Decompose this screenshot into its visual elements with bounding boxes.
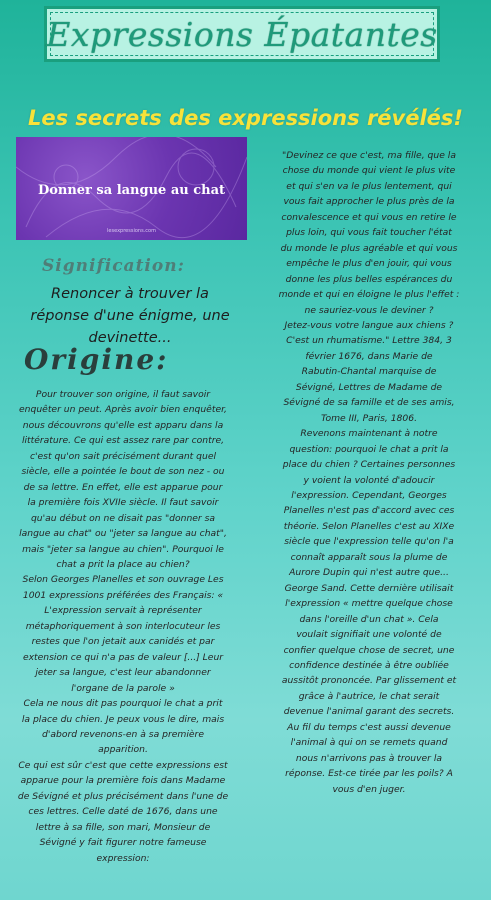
origine-line: lettre à sa fille, son mari, Monsieur de bbox=[35, 821, 211, 833]
origine-line: L'expression servait à représenter bbox=[44, 605, 202, 617]
origine-line: extension ce qui n'a pas de valeur [...] Leur bbox=[22, 651, 224, 663]
quote-line: l'expression « mettre quelque chose bbox=[285, 598, 453, 610]
origine-line: Selon Georges Planelles et son ouvrage Les bbox=[22, 574, 224, 586]
quote-line: siècle que l'expression telle qu'on l'a bbox=[284, 536, 454, 548]
quote-line: question: pourquoi le chat a prit la bbox=[289, 443, 449, 455]
origine-line: nous découvrons qu'elle est apparu dans la bbox=[22, 419, 224, 431]
origine-line: Sévigné y fait figurer notre fameuse bbox=[39, 837, 207, 849]
signification-line: réponse d'une énigme, une bbox=[30, 308, 230, 324]
quote-line: "Devinez ce que c'est, ma fille, que la bbox=[282, 150, 456, 161]
origine-line: Pour trouver son origine, il faut savoir bbox=[35, 389, 211, 400]
quote-line: l'expression. Cependant, Georges bbox=[291, 489, 447, 501]
quote-line: confier quelque chose de secret, une bbox=[283, 644, 455, 656]
origine-line: langue au chat" ou "jeter sa langue au chat", bbox=[19, 528, 227, 540]
quote-line: Rabutin-Chantal marquise de bbox=[301, 366, 437, 378]
page-title: Expressions Épatantes bbox=[46, 14, 438, 54]
page-subtitle: Les secrets des expressions révélés! bbox=[27, 106, 463, 130]
origine-line: restes que l'on jetait aux canidés et par bbox=[31, 636, 215, 648]
quote-line: Jetez-vous votre langue aux chiens ? bbox=[284, 319, 454, 331]
quote-line: connaît apparaît sous la plume de bbox=[290, 551, 448, 563]
quote-line: février 1676, dans Marie de bbox=[305, 350, 433, 362]
origine-line: apparue pour la première fois dans Madame bbox=[20, 775, 226, 787]
signification-line: Renoncer à trouver la bbox=[51, 286, 209, 302]
quote-line: Au fil du temps c'est aussi devenue bbox=[287, 721, 451, 733]
quote-line: ne sauriez-vous le deviner ? bbox=[304, 304, 434, 316]
origine-line: d'abord revenons-en à sa première bbox=[42, 728, 204, 740]
origine-line: enquêter un peut. Après avoir bien enquêter, bbox=[19, 404, 227, 416]
origine-line: jeter sa langue, c'est leur abandonner bbox=[35, 667, 211, 679]
origine-line: expression: bbox=[96, 852, 150, 864]
origine-text-column bbox=[8, 387, 238, 866]
quote-line: y voient la volonté d'adoucir bbox=[303, 474, 435, 486]
quote-line: du monde le plus agréable et qui vous bbox=[280, 242, 458, 254]
origine-line: apparition. bbox=[98, 744, 148, 756]
image-caption: Donner sa langue au chat bbox=[37, 183, 226, 198]
origine-line: ces lettres. Celle daté de 1676, dans une bbox=[28, 806, 218, 818]
quote-line: théorie. Selon Planelles c'est au XIXe bbox=[283, 520, 455, 532]
quote-line: Tome III, Paris, 1806. bbox=[320, 412, 418, 424]
quote-line: C'est un rhumatisme." Lettre 384, 3 bbox=[286, 335, 452, 347]
quote-line: Sévigné, Lettres de Madame de bbox=[295, 381, 443, 393]
origine-line: qu'au début on ne disait pas "donner sa bbox=[30, 512, 216, 524]
signification-text bbox=[30, 283, 230, 349]
expression-image bbox=[16, 137, 247, 240]
quote-line: empêche le plus d'en jouir, qui vous bbox=[286, 258, 452, 270]
title-banner bbox=[44, 6, 440, 62]
signification-line: devinette... bbox=[88, 330, 172, 346]
origine-line: littérature. Ce qui est assez rare par contre, bbox=[21, 435, 225, 447]
origine-heading: Origine: bbox=[24, 343, 169, 376]
quote-line: confidence destinée à être oubliée bbox=[289, 659, 449, 671]
quote-line: Aurore Dupin qui n'est autre que... bbox=[289, 567, 449, 579]
quote-line: grâce à l'autrice, le chat serait bbox=[298, 690, 440, 702]
origine-line: c'est qu'on sait précisément durant quel bbox=[29, 450, 217, 462]
quote-line: monde et qui en éloigne le plus l'effet : bbox=[278, 289, 460, 301]
quote-line: dans l'oreille d'un chat ». Cela bbox=[299, 613, 439, 625]
quote-line: vous d'en juger. bbox=[332, 783, 406, 795]
quote-line: voulait signifiait une volonté de bbox=[296, 629, 442, 641]
quote-line: réponse. Est-ce tirée par les poils? A bbox=[285, 768, 453, 780]
origine-line: de sa lettre. En effet, elle est apparue pour bbox=[23, 481, 223, 493]
origine-line: chat a prit la place au chien? bbox=[56, 558, 190, 570]
quote-line: plus loin, qui vous fait toucher l'état bbox=[286, 227, 452, 239]
origine-line: l'organe de la parole » bbox=[71, 682, 175, 694]
quote-line: devenue l'animal garant des secrets. bbox=[283, 706, 455, 718]
quote-line: chose du monde qui vient le plus vite bbox=[282, 165, 456, 177]
origine-line: 1001 expressions préférées des Français: « bbox=[22, 589, 224, 601]
quote-line: convalescence et qui vous en retire le bbox=[281, 211, 457, 223]
image-credit: lesexpressions.com bbox=[107, 228, 156, 234]
signification-heading: Signification: bbox=[42, 256, 185, 276]
origine-line: métaphoriquement à son interlocuteur les bbox=[25, 620, 221, 632]
origine-line: la place du chien. Je peux vous le dire, mais bbox=[21, 713, 225, 725]
origine-line: mais "jeter sa langue au chien". Pourquoi le bbox=[22, 543, 224, 555]
quote-line: Sévigné de sa famille et de ses amis, bbox=[283, 397, 455, 409]
origine-line: Ce qui est sûr c'est que cette expressions est bbox=[18, 759, 228, 771]
quote-text-column bbox=[254, 148, 484, 797]
quote-line: aussitôt prononcée. Par glissement et bbox=[281, 675, 457, 687]
quote-line: et qui s'en va le plus lentement, qui bbox=[286, 180, 452, 192]
quote-line: vous fait approcher le plus près de la bbox=[283, 196, 455, 208]
quote-line: George Sand. Cette dernière utilisait bbox=[284, 582, 454, 594]
quote-line: Revenons maintenant à notre bbox=[300, 428, 438, 440]
quote-line: donne les plus belles espérances du bbox=[285, 273, 453, 285]
origine-line: Cela ne nous dit pas pourquoi le chat a prit bbox=[23, 698, 223, 710]
origine-line: de Sévigné et plus précisément dans l'une de bbox=[17, 790, 229, 802]
origine-line: la première fois XVIIe siècle. Il faut savoir bbox=[27, 497, 219, 509]
quote-line: l'animal à qui on se remets quand bbox=[290, 737, 448, 749]
origine-line: siècle, elle a pointée le bout de son nez - ou bbox=[21, 466, 225, 478]
quote-line: nous n'arrivons pas à trouver la bbox=[295, 752, 443, 764]
quote-line: place du chien ? Certaines personnes bbox=[282, 459, 456, 471]
quote-line: Planelles n'est pas d'accord avec ces bbox=[283, 505, 455, 517]
